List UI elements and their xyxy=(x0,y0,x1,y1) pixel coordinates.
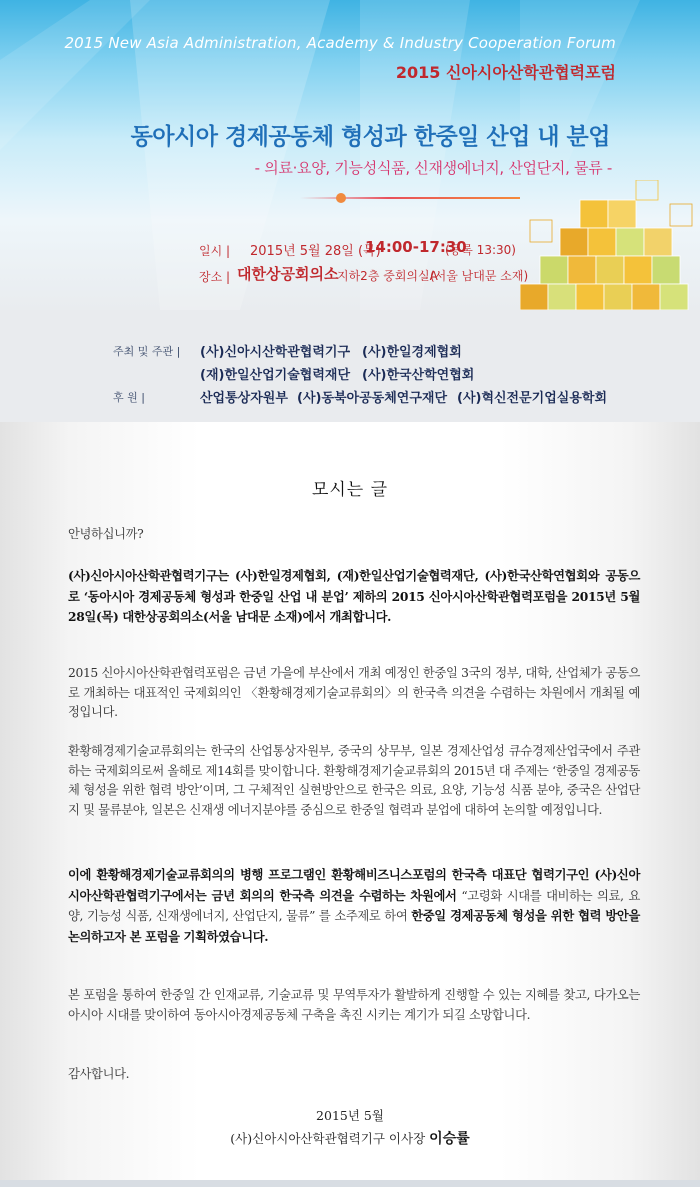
letter-greeting: 안녕하십니까? xyxy=(68,527,144,541)
letter-paragraph-1 xyxy=(68,566,640,628)
event-hall: 지하2층 중회의실A xyxy=(337,269,438,283)
place-label: 장소 | xyxy=(199,270,231,284)
bottom-bar xyxy=(0,1180,700,1187)
signature-name: 이승률 xyxy=(429,1131,470,1147)
paragraph-4-bold-purpose: 한중일 경제공동체 형성을 위한 협력 방안을 논의하고자 본 포럼을 기획하였습니다. xyxy=(68,908,640,944)
letter-paragraph-3: 환황해경제기술교류회의는 한국의 산업통상자원부, 중국의 상무부, 일본 경제산업성 큐슈경제산업국에서 주관하는 국제회의로써 올해로 제14회를 맞이합니다. 환황해경제기술교류회의 2015년 대 주제는 ‘한중일 경제공동체 형성을 위한 협력 방안’이며, 그 구체적인 실현방안으로 한국은 의료, 요양, 기능성 식품 분야, 중국은 산업단지 및 물류분야, 일본은 신재생 에너지분야를 중심으로 한중일 협력과 분업에 대하여 논의할 예정입니다. xyxy=(68,744,640,817)
host-org-1: (사)신아시산학관협력기구 xyxy=(200,345,351,360)
sponsor-org-1: 산업통상자원부 xyxy=(200,391,288,406)
event-venue: 대한상공회의소 xyxy=(237,265,339,283)
letter-signature xyxy=(0,1128,700,1148)
forum-main-title: 동아시아 경제공동체 형성과 한중일 산업 내 분업 xyxy=(130,124,610,150)
event-time: 14:00-17:30 xyxy=(365,238,467,256)
paragraph-4-subtopic: “고령화 시대를 대비하는 의료, 요양, 기능성 식품, 신재생에너지, 산업단지, 물류” 를 소주제로 하여 xyxy=(68,888,641,923)
decorative-dot xyxy=(336,193,346,203)
sponsor-org-3: (사)혁신전문기업실용학회 xyxy=(457,391,608,406)
sponsor-label: 후 원 | xyxy=(113,391,145,404)
date-label: 일시 | xyxy=(199,244,231,258)
letter-thanks: 감사합니다. xyxy=(68,1067,130,1081)
registration-time: (등록 13:30) xyxy=(445,243,516,257)
forum-subtitle: - 의료·요양, 기능성식품, 신재생에너지, 산업단지, 물류 - xyxy=(254,159,612,177)
signature-organization: (사)신아시아산학관협력기구 이사장 xyxy=(230,1131,430,1146)
forum-banner xyxy=(0,0,700,310)
letter-paragraph-5: 본 포럼을 통하여 한중일 간 인재교류, 기술교류 및 무역투자가 활발하게 진행할 수 있는 지혜를 찾고, 다가오는 아시아 시대를 맞이하여 동아시아경제공동체 구축을 촉진 시키는 계기가 되길 소망합니다. xyxy=(68,988,640,1022)
event-date: 2015년 5월 28일 (목) xyxy=(250,244,381,259)
organizers-section xyxy=(0,310,700,422)
host-org-2: (사)한일경제협회 xyxy=(362,345,462,360)
forum-name-english: 2015 New Asia Administration, Academy & Industry Cooperation Forum xyxy=(64,34,616,52)
letter-paragraph-4 xyxy=(68,865,640,947)
invitation-letter xyxy=(0,422,700,1187)
host-org-3: (재)한일산업기술협력재단 xyxy=(200,368,351,383)
event-location: (서울 남대문 소재) xyxy=(430,269,529,283)
paragraph-1-bold: (사)신아시아산학관협력기구는 (사)한일경제협회, (재)한일산업기술협력재단, (사)한국산학연협회와 공동으로 ‘동아시아 경제공동체 형성과 한중일 산업 내 분업’ 제하의 2015 신아시아산학관협력포럼을 2015년 5월 28일(목) 대한상공회의소(서울 남대문 소재)에서 개최합니다. xyxy=(68,568,640,624)
sponsor-org-2: (사)동북아공동체연구재단 xyxy=(297,391,448,406)
paragraph-4-bold-intro: 이에 환황해경제기술교류회의의 병행 프로그램인 환황해비즈니스포럼의 한국측 대표단 협력기구인 (사)신아시아산학관협력기구에서는 금년 회의의 한국측 의견을 수렴하는 차원에서 xyxy=(68,867,640,903)
forum-name-korean: 2015 신아시아산학관협력포럼 xyxy=(395,63,616,82)
decorative-line xyxy=(300,197,520,199)
host-label: 주최 및 주관 | xyxy=(113,345,181,358)
letter-title: 모시는 글 xyxy=(311,480,389,500)
letter-paragraph-2: 2015 신아시아산학관협력포럼은 금년 가을에 부산에서 개최 예정인 한중일 3국의 정부, 대학, 산업체가 공동으로 개최하는 대표적인 국제회의인 〈환황해경제기술교류회의〉의 한국측 의견을 수렴하는 차원에서 개최될 예정입니다. xyxy=(68,666,640,719)
host-org-4: (사)한국산학연협회 xyxy=(362,368,475,383)
letter-date: 2015년 5월 xyxy=(316,1108,384,1123)
cubes-graphic-icon xyxy=(520,180,700,310)
